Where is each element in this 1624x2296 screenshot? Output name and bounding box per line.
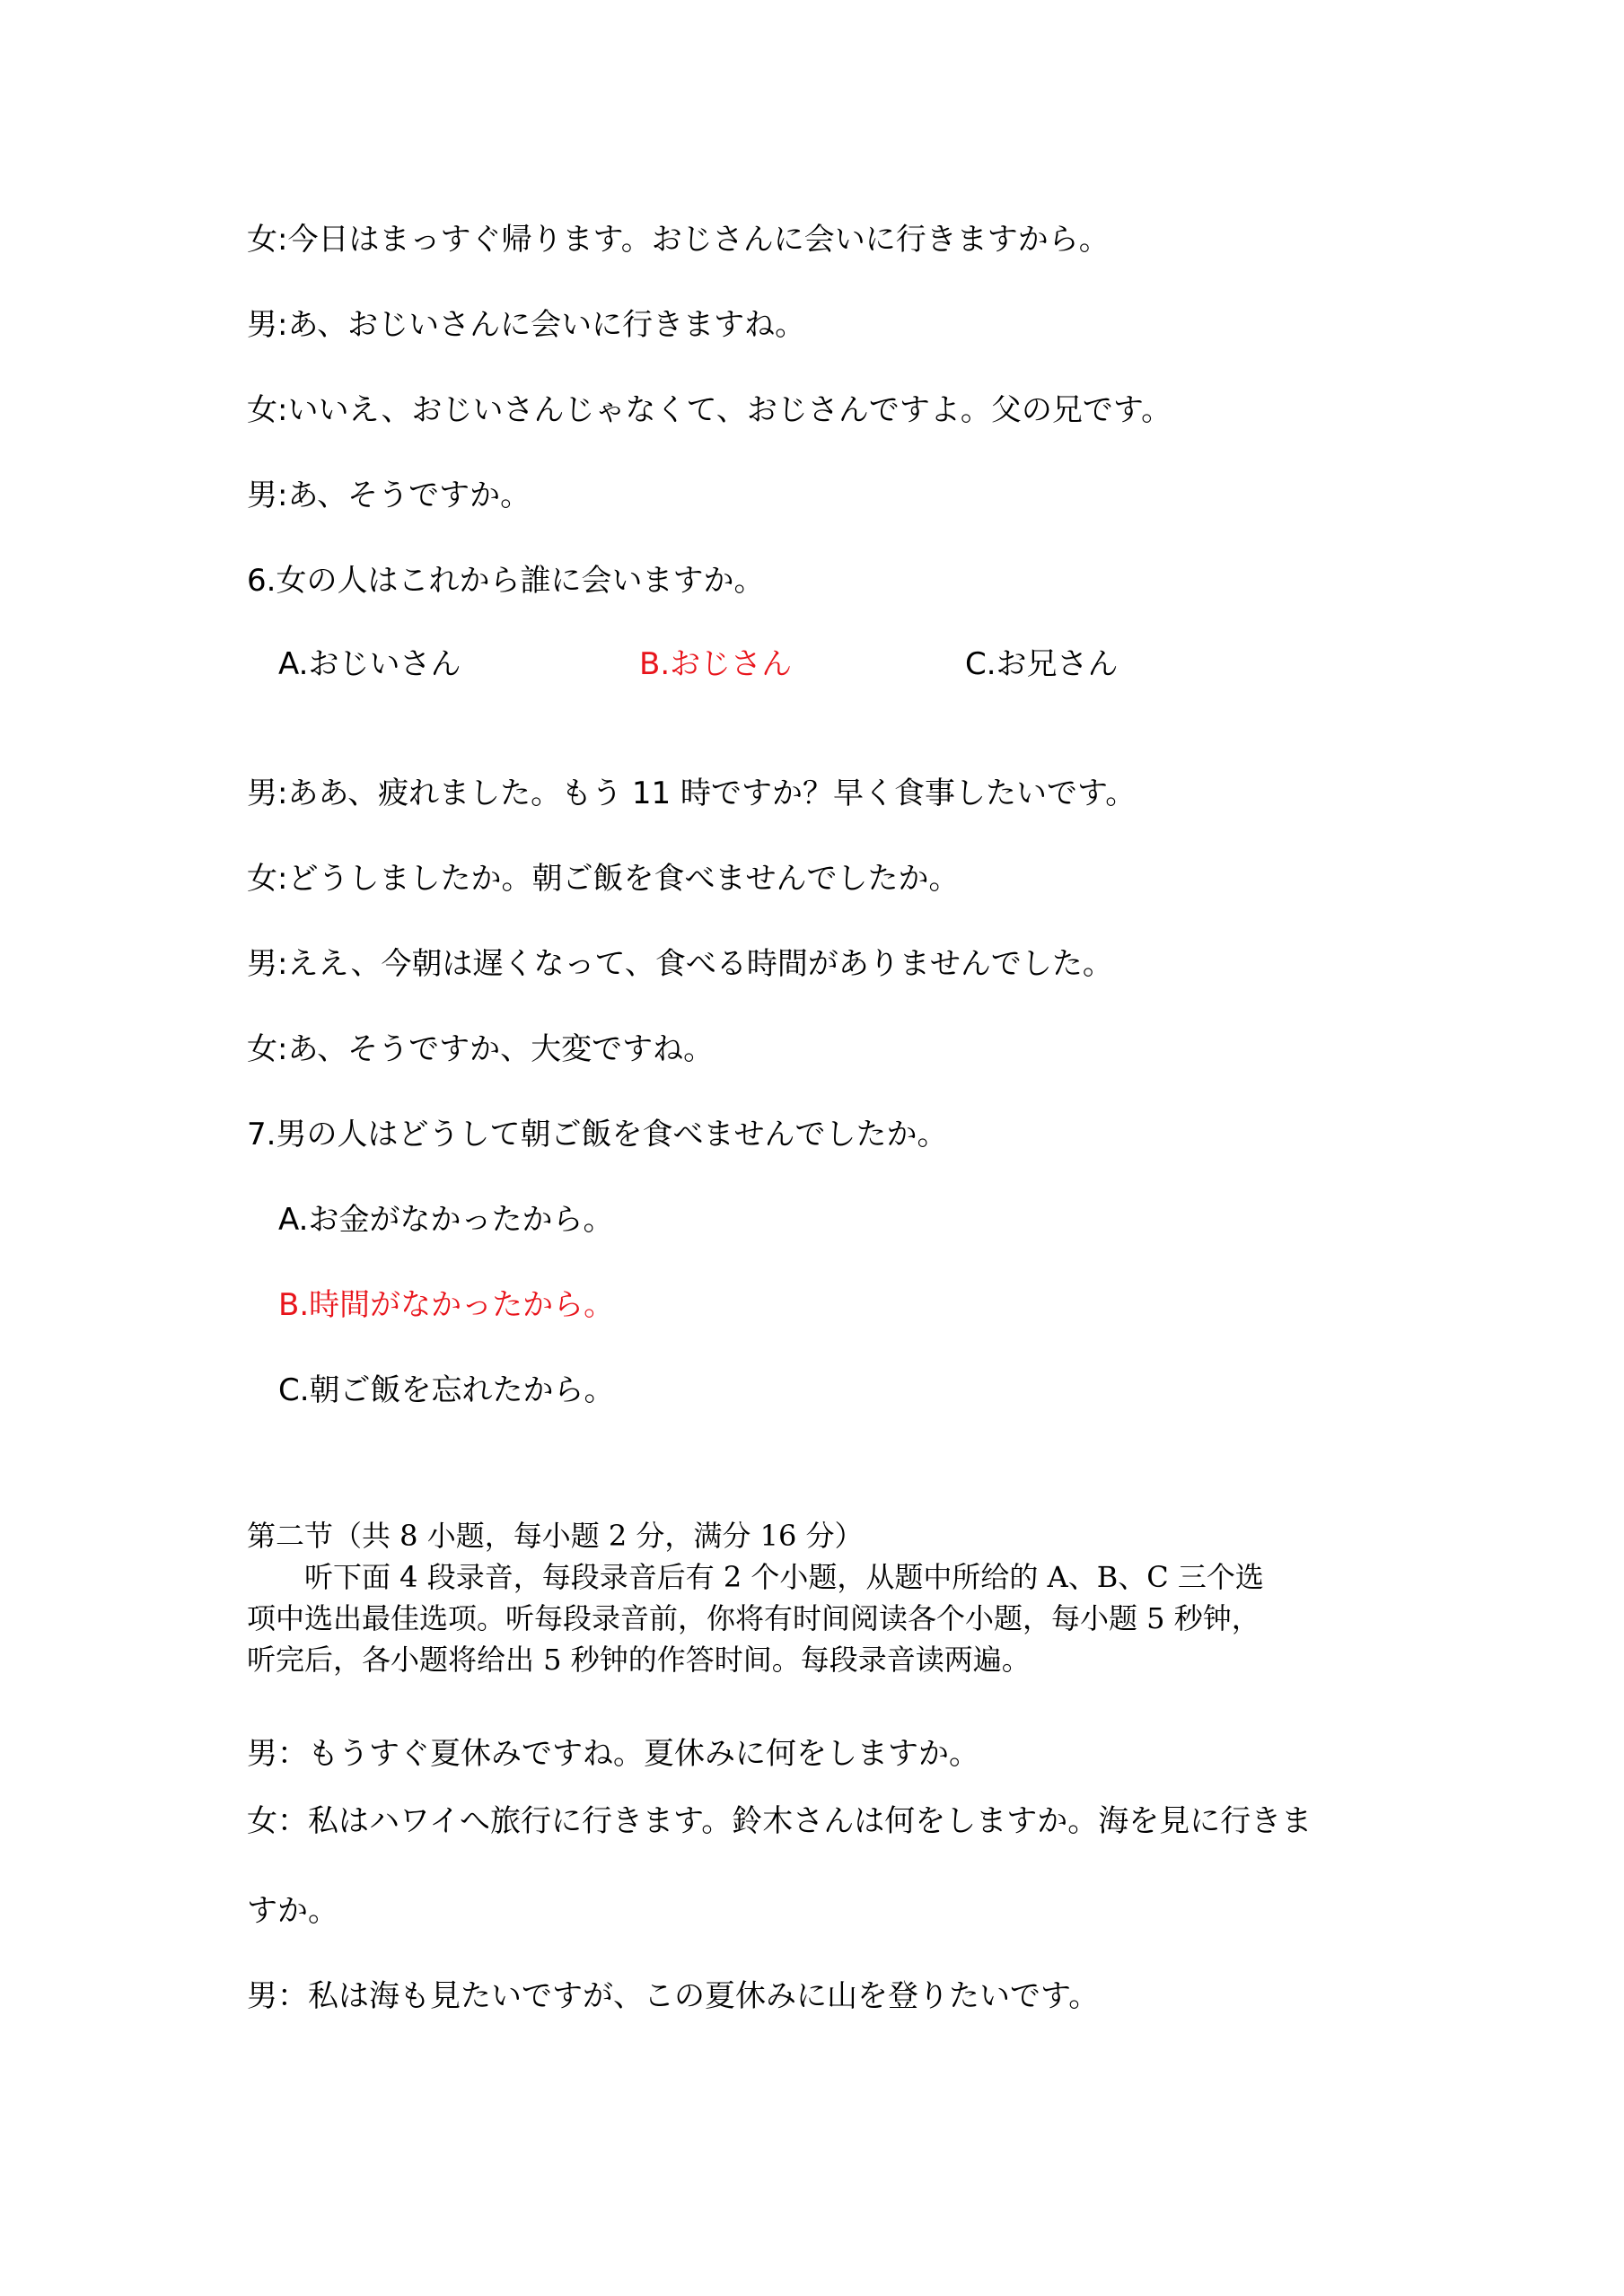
instruction-line: 项中选出最佳选项。听每段录音前，你将有时间阅读各个小题，每小题 5 秒钟，	[247, 1601, 1260, 1635]
option-c: C.お兄さん	[965, 646, 1119, 682]
instruction-line: 听完后，各小题将给出 5 秒钟的作答时间。每段录音读两遍。	[247, 1643, 1031, 1677]
question-text: 6.女の人はこれから誰に会いますか。	[247, 563, 765, 599]
dialogue-line: 男:ええ、今朝は遅くなって、食べる時間がありませんでした。	[247, 946, 1113, 982]
dialogue-line: 女:いいえ、おじいさんじゃなくて、おじさんですよ。父の兄です。	[247, 392, 1172, 428]
option-a: A.おじいさん	[278, 646, 461, 682]
option-b-correct: B.時間がなかったから。	[278, 1287, 615, 1323]
dialogue-line: 男:あ、そうですか。	[247, 478, 531, 513]
dialogue-line: 男：私は海も見たいですが、この夏休みに山を登りたいです。	[247, 1978, 1100, 2014]
dialogue-line: 男：もうすぐ夏休みですね。夏休みに何をしますか。	[247, 1736, 979, 1772]
section-heading: 第二节（共 8 小题，每小题 2 分，满分 16 分）	[247, 1519, 864, 1553]
dialogue-line: 男:あ、おじいさんに会いに行きますね。	[247, 307, 806, 343]
question-text: 7.男の人はどうして朝ご飯を食べませんでしたか。	[247, 1117, 948, 1152]
instruction-line: 听下面 4 段录音，每段录音后有 2 个小题，从题中所给的 A、B、C 三个选	[247, 1560, 1264, 1594]
option-b-correct: B.おじさん	[639, 646, 793, 682]
dialogue-line: 女：私はハワイへ旅行に行きます。鈴木さんは何をしますか。海を見に行きま	[247, 1803, 1312, 1839]
dialogue-line: 男:ああ、疲れました。もう 11 時ですか？早く食事したいです。	[247, 776, 1137, 811]
dialogue-line: 女:あ、そうですか、大変ですね。	[247, 1031, 715, 1067]
dialogue-line: すか。	[247, 1893, 338, 1929]
option-a: A.お金がなかったから。	[278, 1202, 614, 1238]
option-c: C.朝ご飯を忘れたから。	[278, 1372, 615, 1408]
dialogue-line: 女:どうしましたか。朝ご飯を食べませんでしたか。	[247, 861, 960, 897]
dialogue-line: 女:今日はまっすぐ帰ります。おじさんに会いに行きますから。	[247, 222, 1110, 258]
